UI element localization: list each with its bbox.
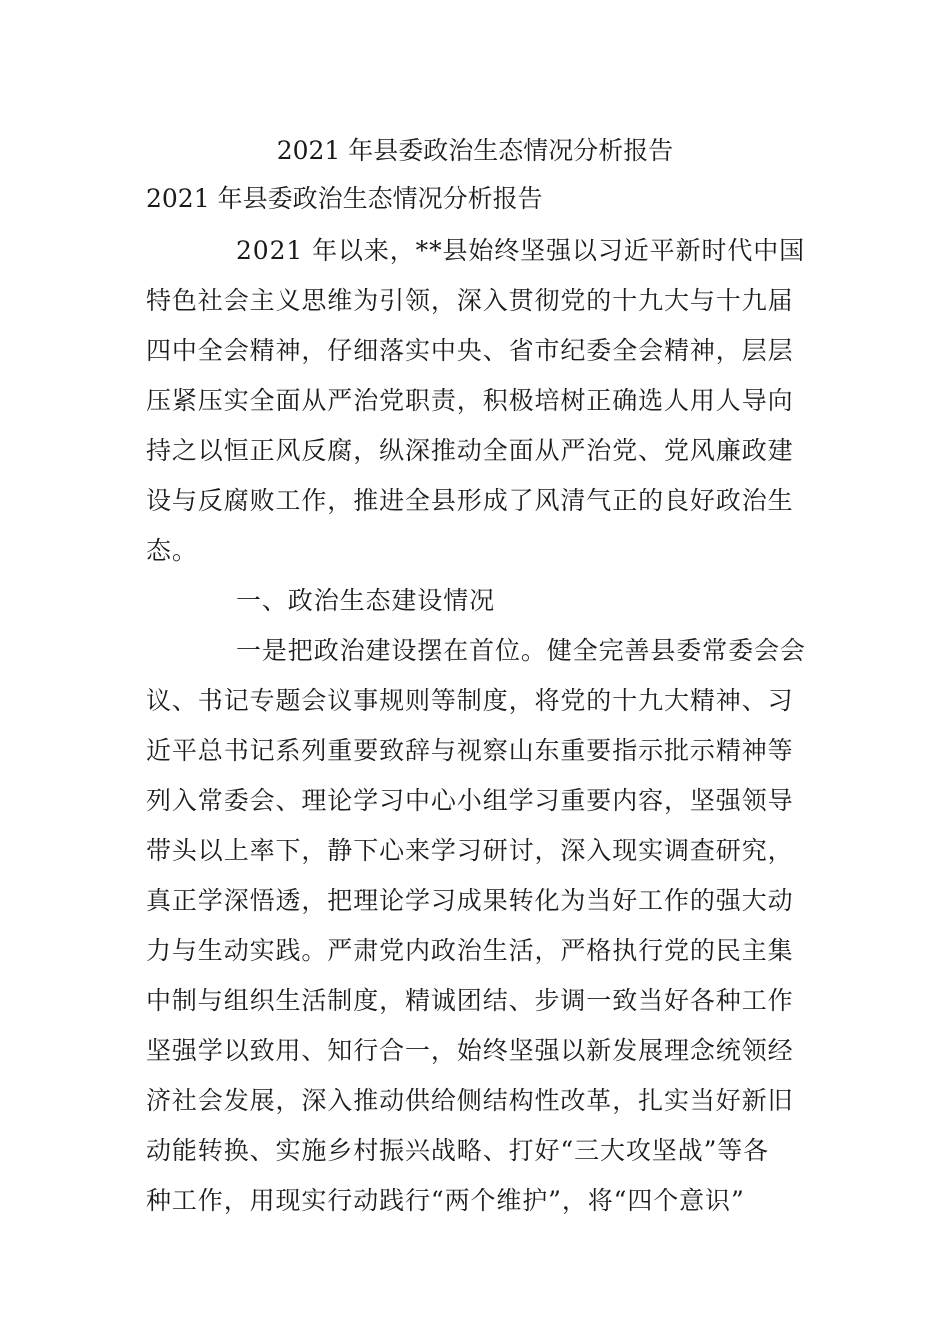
paragraph-2-line-12: 种工作，用现实行动践行“两个维护”，将“四个意识” bbox=[146, 1186, 745, 1215]
paragraph-2-line-8: 中制与组织生活制度，精诚团结、步调一致当好各种工作 bbox=[146, 986, 794, 1015]
paragraph-2-line-9: 坚强学以致用、知行合一，始终坚强以新发展理念统领经 bbox=[146, 1036, 794, 1065]
document-title: 2021 年县委政治生态情况分析报告 bbox=[276, 136, 674, 165]
paragraph-1-line-5: 持之以恒正风反腐，纵深推动全面从严治党、党风廉政建 bbox=[146, 436, 794, 465]
paragraph-1-line-7: 态。 bbox=[146, 536, 198, 565]
paragraph-1-line-6: 设与反腐败工作，推进全县形成了风清气正的良好政治生 bbox=[146, 486, 794, 515]
paragraph-2-line-5: 带头以上率下，静下心来学习研讨，深入现实调查研究， bbox=[146, 836, 794, 865]
paragraph-2-line-11: 动能转换、实施乡村振兴战略、打好“三大攻坚战”等各 bbox=[146, 1136, 770, 1165]
paragraph-2-line-10: 济社会发展，深入推动供给侧结构性改革，扎实当好新旧 bbox=[146, 1086, 794, 1115]
paragraph-2-line-2: 议、书记专题会议事规则等制度，将党的十九大精神、习 bbox=[146, 686, 794, 715]
paragraph-1-line-3: 四中全会精神，仔细落实中央、省市纪委全会精神，层层 bbox=[146, 336, 794, 365]
paragraph-2-line-7: 力与生动实践。严肃党内政治生活，严格执行党的民主集 bbox=[146, 936, 794, 965]
paragraph-2-line-6: 真正学深悟透，把理论学习成果转化为当好工作的强大动 bbox=[146, 886, 794, 915]
section-heading: 一、政治生态建设情况 bbox=[236, 586, 496, 615]
paragraph-2-line-1: 一是把政治建设摆在首位。健全完善县委常委会会 bbox=[236, 636, 806, 665]
paragraph-1-line-4: 压紧压实全面从严治党职责，积极培树正确选人用人导向 bbox=[146, 386, 794, 415]
paragraph-2-line-3: 近平总书记系列重要致辞与视察山东重要指示批示精神等 bbox=[146, 736, 794, 765]
paragraph-2-line-4: 列入常委会、理论学习中心小组学习重要内容，坚强领导 bbox=[146, 786, 794, 815]
paragraph-1-line-2: 特色社会主义思维为引领，深入贯彻党的十九大与十九届 bbox=[146, 286, 794, 315]
paragraph-1-line-1: 2021 年以来，**县始终坚强以习近平新时代中国 bbox=[236, 236, 806, 265]
document-subtitle: 2021 年县委政治生态情况分析报告 bbox=[146, 184, 543, 213]
